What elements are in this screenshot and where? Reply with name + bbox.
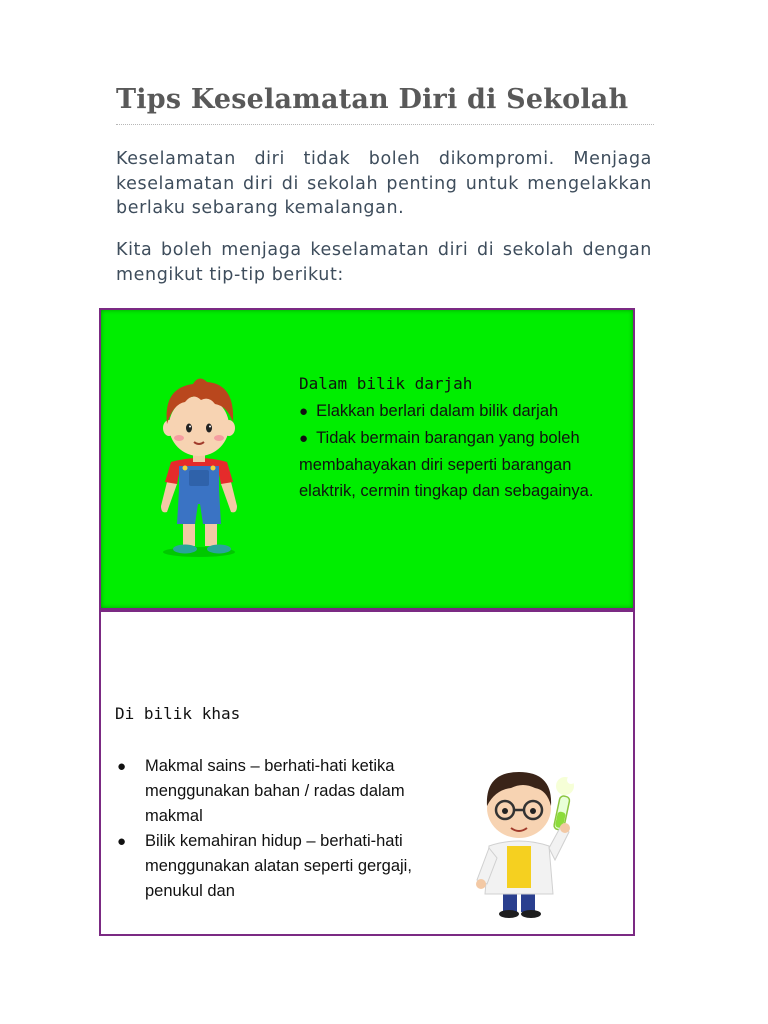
classroom-tips-box: [99, 308, 635, 610]
bullet-icon: ●: [299, 430, 309, 447]
intro-paragraph-2: Kita boleh menjaga keselamatan diri di sekolah dengan mengikut tip-tip berikut:: [116, 240, 652, 285]
special-room-tips-list: [117, 754, 437, 904]
special-room-heading: Di bilik khas: [115, 704, 241, 723]
list-item: ● Elakkan berlari dalam bilik darjah: [299, 402, 559, 420]
bullet-icon: ●: [117, 833, 127, 850]
special-room-tips-box: [99, 610, 635, 936]
page-title: Tips Keselamatan Diri di Sekolah: [116, 84, 629, 115]
list-item: ● Bilik kemahiran hidup – berhati-hati menggunakan alatan seperti gergaji, penukul dan: [117, 829, 437, 904]
bullet-icon: ●: [299, 403, 309, 420]
scientist-boy-illustration: [459, 762, 589, 922]
classroom-tips-list: [299, 398, 629, 504]
bullet-icon: ●: [117, 758, 127, 775]
intro-paragraph-1: Keselamatan diri tidak boleh dikompromi. Menjaga keselamatan diri di sekolah penting untuk mengelakkan berlaku sebarang kemalangan.: [116, 149, 652, 218]
boy-overalls-illustration: [149, 366, 249, 562]
classroom-heading: Dalam bilik darjah: [299, 374, 473, 393]
title-divider: [116, 124, 654, 125]
list-item: ● Makmal sains – berhati-hati ketika menggunakan bahan / radas dalam makmal: [117, 754, 437, 829]
list-item: ● Tidak bermain barangan yang boleh membahayakan diri seperti barangan elaktrik, cermin tingkap dan sebagainya.: [299, 429, 594, 500]
